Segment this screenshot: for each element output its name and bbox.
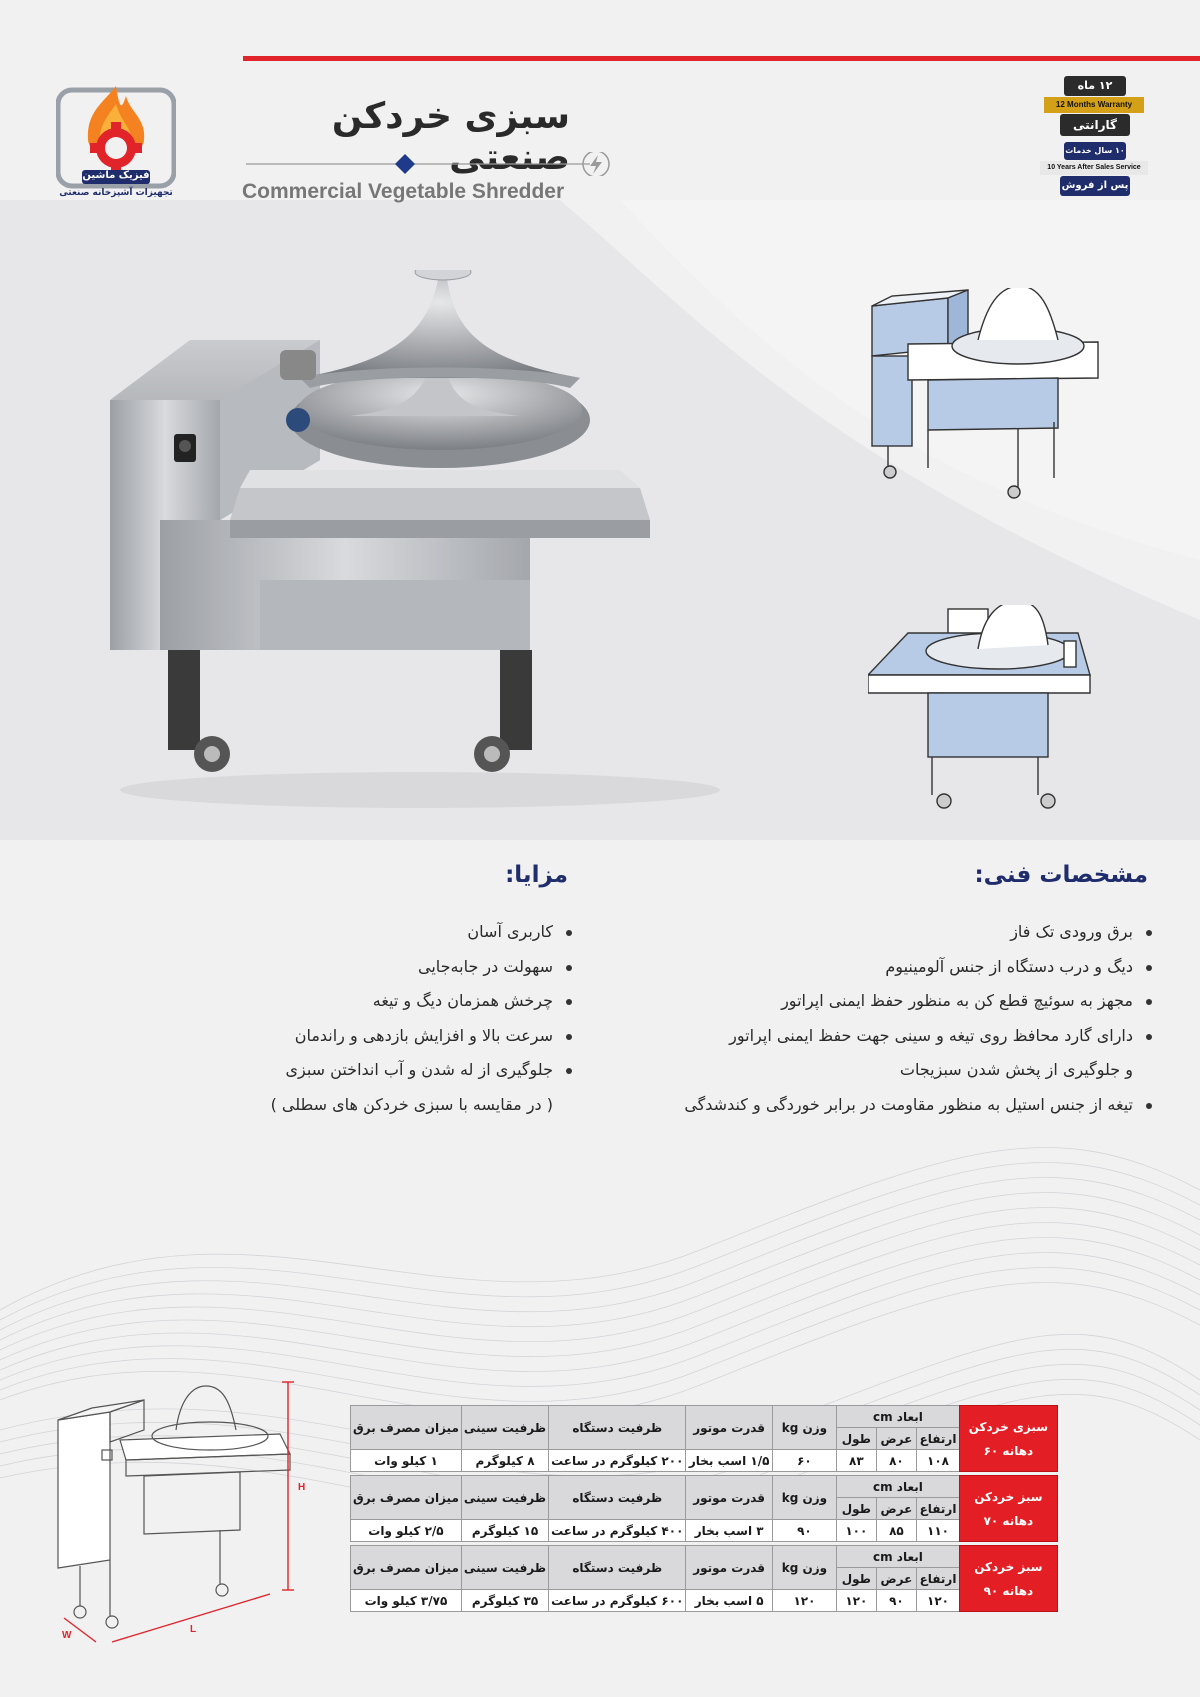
device-capacity-header: ظرفیت دستگاه (549, 1476, 686, 1520)
table-row (351, 1406, 1058, 1428)
model-size: دهانه ۷۰ (983, 1513, 1034, 1528)
vegetable-shredder-photo (100, 270, 740, 840)
model-name: سبز خردکن (974, 1559, 1043, 1574)
dimension-drawing (40, 1380, 330, 1650)
length-value: ۱۲۰ (837, 1590, 877, 1612)
height-header: ارتفاع (917, 1568, 960, 1590)
width-label: W (62, 1630, 72, 1641)
spec-item: دارای گارد محافظ روی تیغه و سینی جهت حفظ ایمنی اپراتور (600, 1019, 1155, 1054)
motor-header: قدرت موتور (686, 1476, 772, 1520)
height-header: ارتفاع (917, 1428, 960, 1450)
dimensions-header: ابعاد cm (837, 1546, 960, 1568)
advantages-list (200, 915, 575, 1123)
height-value: ۱۱۰ (917, 1520, 960, 1542)
model-cell (959, 1476, 1057, 1542)
table-row (351, 1450, 1058, 1472)
power-value: ۱ کیلو وات (351, 1450, 462, 1472)
model-name: سبزی خردکن (968, 1419, 1049, 1434)
length-value: ۱۰۰ (837, 1520, 877, 1542)
advantage-item: کاربری آسان (200, 915, 575, 950)
specs-title: مشخصات فنی: (974, 862, 1148, 888)
specs-list (600, 915, 1155, 1123)
motor-value: ۵ اسب بخار (686, 1590, 772, 1612)
width-header: عرض (876, 1568, 917, 1590)
height-label: H (298, 1482, 306, 1493)
header-accent-line (243, 56, 1200, 61)
warranty-months: ۱۲ ماه (1064, 76, 1126, 96)
dimensions-header: ابعاد cm (837, 1406, 960, 1428)
weight-header: وزن kg (772, 1476, 836, 1520)
device-capacity-value: ۶۰۰ کیلوگرم در ساعت (549, 1590, 686, 1612)
machine-diagram-side (868, 288, 1108, 518)
length-value: ۸۳ (837, 1450, 877, 1472)
width-value: ۸۰ (876, 1450, 917, 1472)
weight-value: ۱۲۰ (772, 1590, 836, 1612)
tray-capacity-header: ظرفیت سینی (461, 1546, 548, 1590)
table-row (351, 1476, 1058, 1498)
service-en: 10 Years After Sales Service (1040, 161, 1148, 175)
spec-item: تیغه از جنس استیل به منظور مقاومت در برابر خوردگی و کندشدگی (600, 1088, 1155, 1123)
height-value: ۱۰۸ (917, 1450, 960, 1472)
spec-item: دیگ و درب دستگاه از جنس آلومینیوم (600, 950, 1155, 985)
specification-table (350, 1405, 1058, 1612)
table-row (351, 1520, 1058, 1542)
page-subtitle-en: Commercial Vegetable Shredder (242, 180, 565, 203)
motor-value: ۳ اسب بخار (686, 1520, 772, 1542)
length-header: طول (837, 1498, 877, 1520)
length-header: طول (837, 1428, 877, 1450)
model-name: سبز خردکن (974, 1489, 1043, 1504)
length-label: L (190, 1624, 197, 1635)
weight-value: ۶۰ (772, 1450, 836, 1472)
warranty-en: 12 Months Warranty (1044, 97, 1144, 113)
device-capacity-value: ۴۰۰ کیلوگرم در ساعت (549, 1520, 686, 1542)
height-header: ارتفاع (917, 1498, 960, 1520)
flame-gear-logo-icon (56, 82, 176, 202)
machine-diagram-front (868, 605, 1108, 835)
power-value: ۳/۷۵ کیلو وات (351, 1590, 462, 1612)
width-value: ۸۵ (876, 1520, 917, 1542)
motor-header: قدرت موتور (686, 1546, 772, 1590)
table-row (351, 1590, 1058, 1612)
advantage-item: چرخش همزمان دیگ و تیغه (200, 984, 575, 1019)
after-sales: پس از فروش (1060, 176, 1130, 196)
spec-item: مجهز به سوئیچ قطع کن به منظور حفظ ایمنی اپراتور (600, 984, 1155, 1019)
warranty-fa: گارانتی (1060, 114, 1130, 136)
spec-item: برق ورودی تک فاز (600, 915, 1155, 950)
width-value: ۹۰ (876, 1590, 917, 1612)
title-divider (240, 152, 640, 176)
weight-header: وزن kg (772, 1546, 836, 1590)
device-capacity-header: ظرفیت دستگاه (549, 1406, 686, 1450)
model-size: دهانه ۶۰ (983, 1443, 1034, 1458)
table-row (351, 1546, 1058, 1568)
advantage-item: سرعت بالا و افزایش بازدهی و راندمان (200, 1019, 575, 1054)
logo-text: فیزیک ماشین (82, 170, 150, 181)
model-size: دهانه ۹۰ (983, 1583, 1034, 1598)
advantages-title: مزایا: (505, 862, 568, 888)
dimensions-header: ابعاد cm (837, 1476, 960, 1498)
weight-value: ۹۰ (772, 1520, 836, 1542)
height-value: ۱۲۰ (917, 1590, 960, 1612)
width-header: عرض (876, 1428, 917, 1450)
power-header: میزان مصرف برق (351, 1546, 462, 1590)
model-cell (959, 1546, 1057, 1612)
motor-value: ۱/۵ اسب بخار (686, 1450, 772, 1472)
motor-header: قدرت موتور (686, 1406, 772, 1450)
tray-capacity-header: ظرفیت سینی (461, 1476, 548, 1520)
advantage-item: جلوگیری از له شدن و آب انداختن سبزی (200, 1053, 575, 1088)
tray-capacity-value: ۱۵ کیلوگرم (461, 1520, 548, 1542)
device-capacity-value: ۲۰۰ کیلوگرم در ساعت (549, 1450, 686, 1472)
power-header: میزان مصرف برق (351, 1406, 462, 1450)
tray-capacity-value: ۳۵ کیلوگرم (461, 1590, 548, 1612)
model-cell (959, 1406, 1057, 1472)
advantage-note: ( در مقایسه با سبزی خردکن های سطلی ) (270, 1094, 553, 1114)
tray-capacity-header: ظرفیت سینی (461, 1406, 548, 1450)
warranty-badge (1040, 76, 1148, 202)
width-header: عرض (876, 1498, 917, 1520)
weight-header: وزن kg (772, 1406, 836, 1450)
page-title: سبزی خردکن صنعتی (331, 96, 570, 178)
device-capacity-header: ظرفیت دستگاه (549, 1546, 686, 1590)
logo-subtitle: تجهیزات آشپزخانه صنعتی (59, 188, 173, 198)
spec-item-continued: و جلوگیری از پخش شدن سبزیجات (899, 1060, 1133, 1080)
length-header: طول (837, 1568, 877, 1590)
power-value: ۲/۵ کیلو وات (351, 1520, 462, 1542)
tray-capacity-value: ۸ کیلوگرم (461, 1450, 548, 1472)
service-years: ۱۰ سال خدمات (1064, 142, 1126, 160)
power-header: میزان مصرف برق (351, 1476, 462, 1520)
advantage-item: سهولت در جابه‌جایی (200, 950, 575, 985)
